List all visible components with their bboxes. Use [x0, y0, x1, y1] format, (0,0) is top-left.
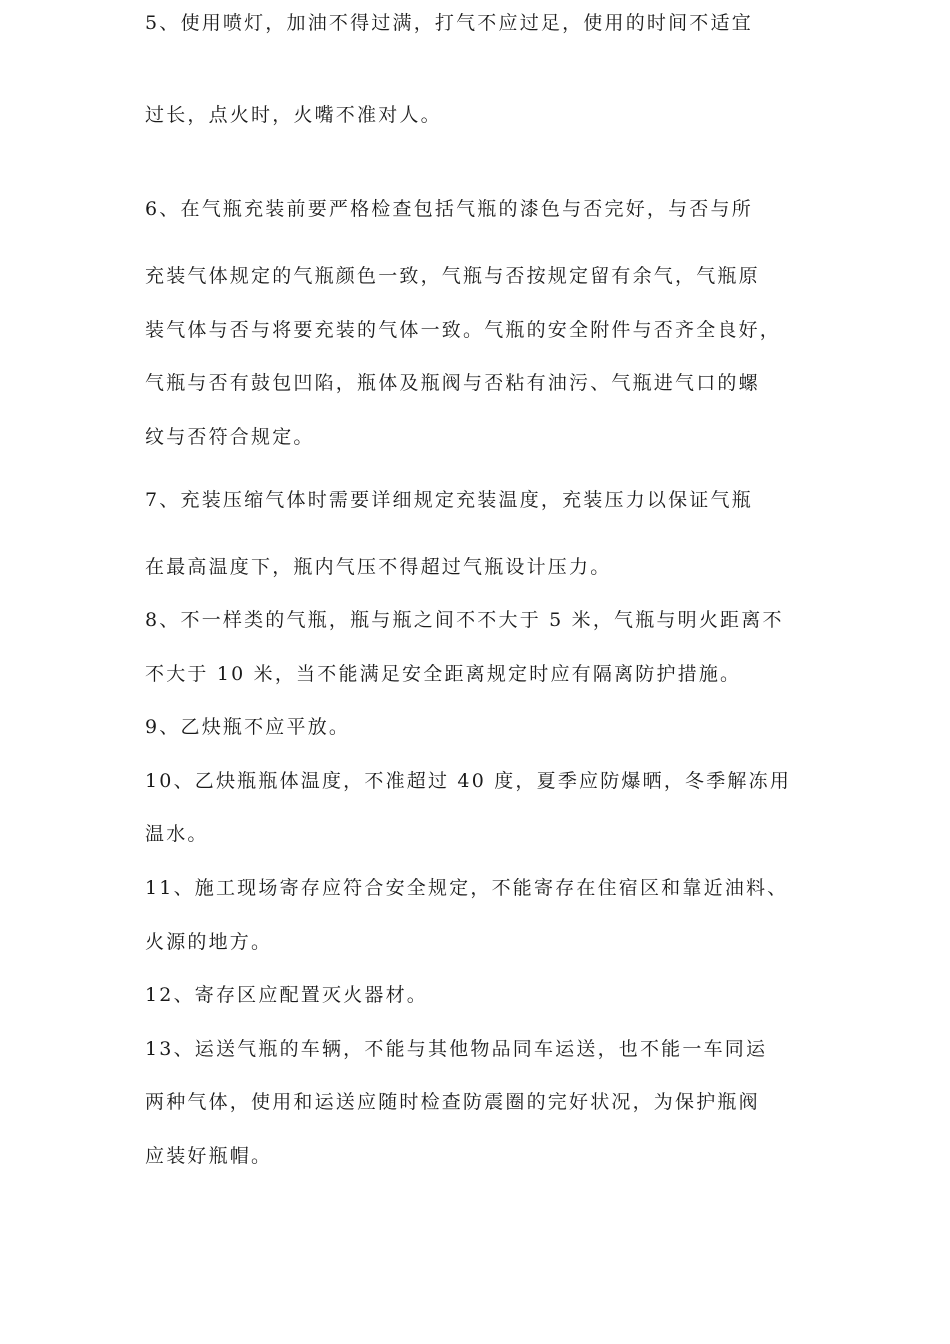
item-13-line-2: 两种气体，使用和运送应随时检查防震圈的完好状况，为保护瓶阀: [145, 1091, 760, 1113]
item-6-line-4: 气瓶与否有鼓包凹陷，瓶体及瓶阀与否粘有油污、气瓶进气口的螺: [145, 372, 760, 394]
item-13-line-1: 13、运送气瓶的车辆，不能与其他物品同车运送，也不能一车同运: [145, 1038, 768, 1060]
item-6-line-1: 6、在气瓶充装前要严格检查包括气瓶的漆色与否完好，与否与所: [145, 198, 753, 220]
item-7-line-2: 在最高温度下，瓶内气压不得超过气瓶设计压力。: [145, 556, 612, 578]
item-7-line-1: 7、充装压缩气体时需要详细规定充装温度，充装压力以保证气瓶: [145, 489, 753, 511]
item-9-line-1: 9、乙炔瓶不应平放。: [145, 716, 351, 738]
item-11-line-1: 11、施工现场寄存应符合安全规定，不能寄存在住宿区和靠近油料、: [145, 877, 789, 899]
item-10-line-2: 温水。: [145, 823, 209, 845]
item-10-line-1: 10、乙炔瓶瓶体温度，不准超过 40 度，夏季应防爆晒，冬季解冻用: [145, 770, 792, 792]
item-8-line-2: 不大于 10 米，当不能满足安全距离规定时应有隔离防护措施。: [145, 663, 742, 685]
item-6-line-3: 装气体与否与将要充装的气体一致。气瓶的安全附件与否齐全良好，: [145, 319, 782, 341]
item-8-line-1: 8、不一样类的气瓶，瓶与瓶之间不不大于 5 米，气瓶与明火距离不: [145, 609, 784, 631]
item-6-line-5: 纹与否符合规定。: [145, 426, 315, 448]
item-12-line-1: 12、寄存区应配置灭火器材。: [145, 984, 428, 1006]
item-6-line-2: 充装气体规定的气瓶颜色一致，气瓶与否按规定留有余气，气瓶原: [145, 265, 760, 287]
item-11-line-2: 火源的地方。: [145, 931, 273, 953]
item-5-line-1: 5、使用喷灯，加油不得过满，打气不应过足，使用的时间不适宜: [145, 12, 753, 34]
item-5-line-2: 过长，点火时，火嘴不准对人。: [145, 104, 442, 126]
item-13-line-3: 应装好瓶帽。: [145, 1145, 273, 1167]
